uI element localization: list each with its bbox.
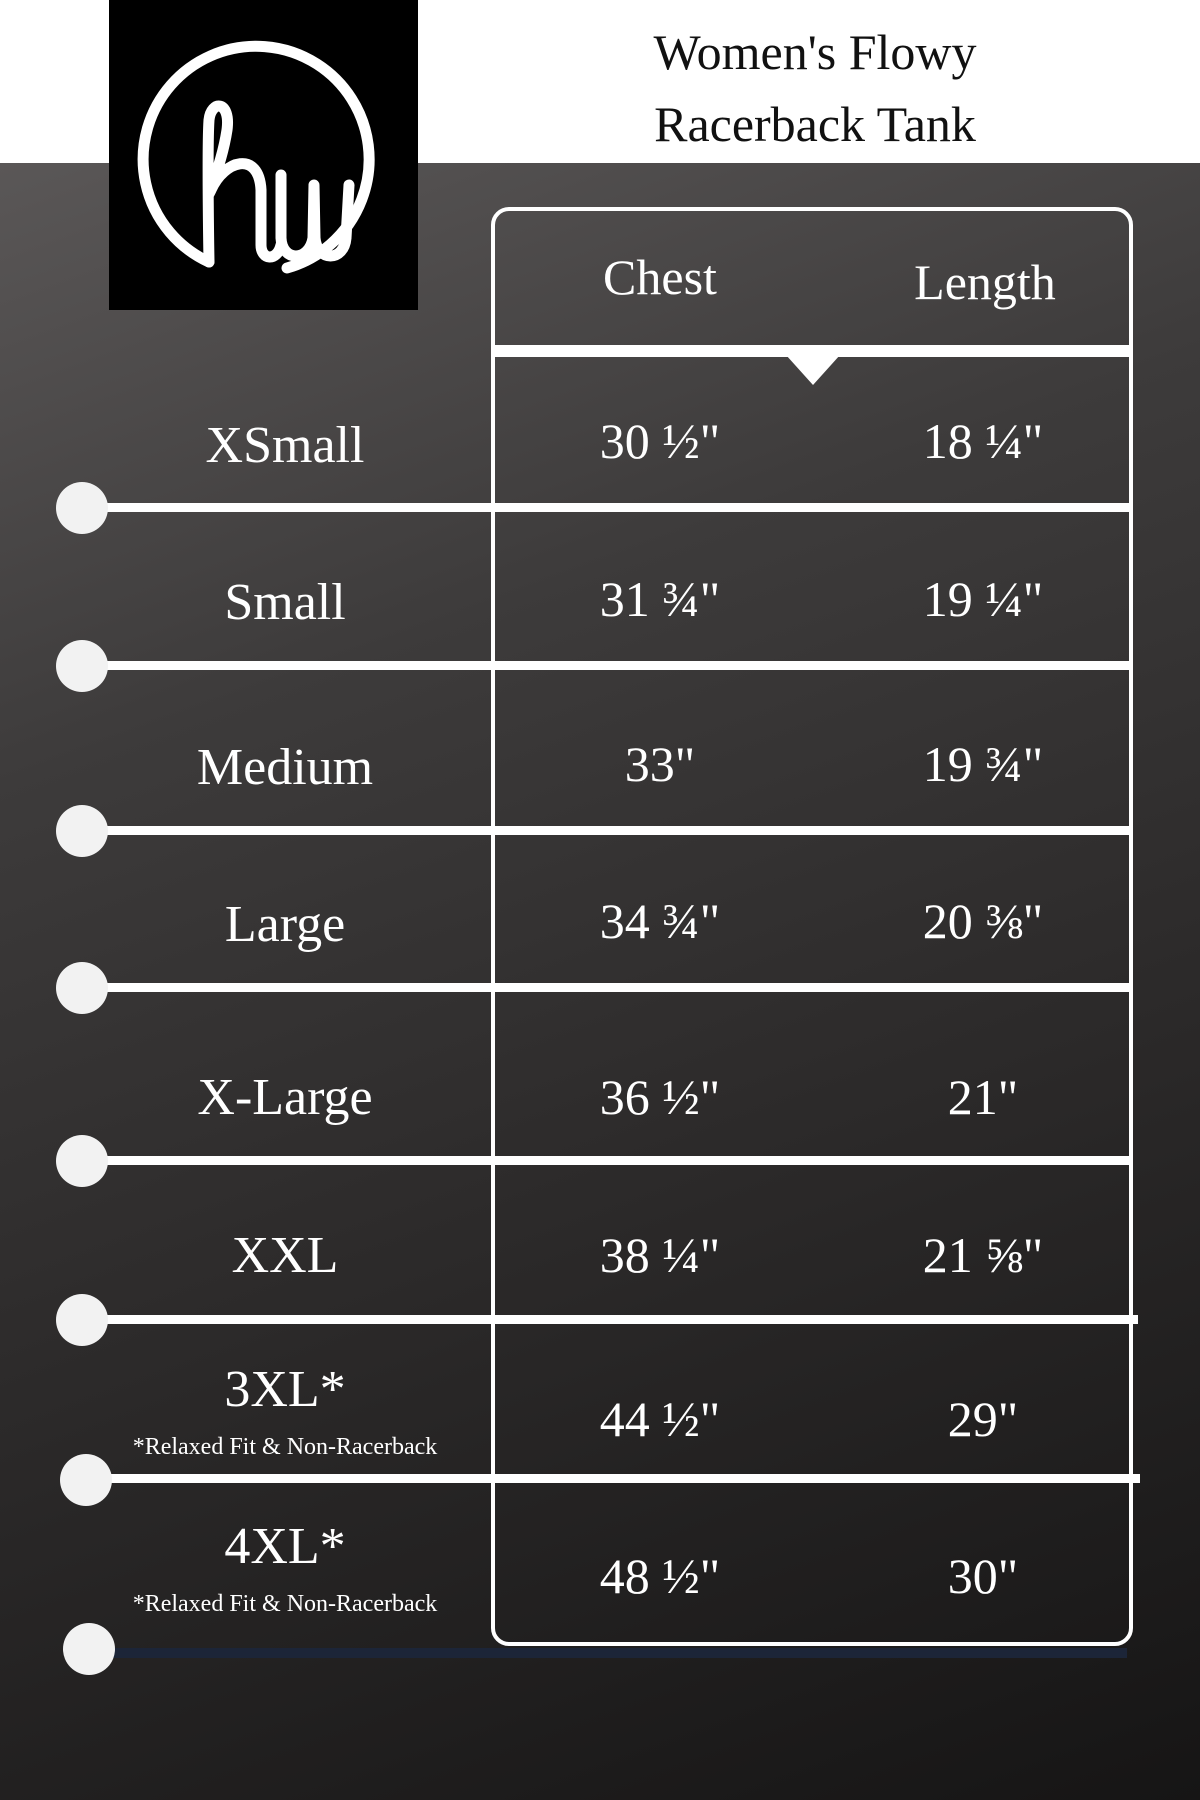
size-label-small: Small: [224, 574, 346, 631]
chest-value: 38 ¼": [599, 1227, 721, 1283]
row-bullet-icon: [56, 962, 108, 1014]
row-divider: [80, 983, 1133, 992]
header-length: Length: [914, 254, 1056, 310]
row-divider: [80, 1315, 1138, 1324]
product-title-line-2: Racerback Tank: [654, 96, 976, 152]
size-label-large: Large: [224, 896, 346, 953]
size-note: *Relaxed Fit & Non-Racerback: [132, 1591, 438, 1617]
chest-value: 36 ½": [599, 1069, 721, 1125]
row-bullet-icon: [56, 1135, 108, 1187]
row-bullet-icon: [56, 1294, 108, 1346]
size-label-xsmall: XSmall: [205, 417, 365, 474]
row-divider: [80, 503, 1133, 512]
header-pointer-icon: [786, 355, 840, 385]
row-divider: [80, 1474, 1140, 1483]
length-value: 19 ¼": [922, 571, 1044, 627]
size-label-3xl: 3XL*: [224, 1361, 346, 1418]
row-bullet-icon: [60, 1454, 112, 1506]
length-value: 20 ⅜": [922, 893, 1044, 949]
length-value: 30": [947, 1548, 1019, 1604]
chest-value: 31 ¾": [599, 571, 721, 627]
size-label-4xl: 4XL*: [224, 1518, 346, 1575]
size-note: *Relaxed Fit & Non-Racerback: [132, 1434, 438, 1460]
length-value: 18 ¼": [922, 413, 1044, 469]
chest-value: 48 ½": [599, 1548, 721, 1604]
chest-value: 30 ½": [599, 413, 721, 469]
size-label-medium: Medium: [196, 739, 374, 796]
length-value: 29": [947, 1391, 1019, 1447]
brand-logo: [109, 0, 418, 310]
length-value: 19 ¾": [922, 736, 1044, 792]
row-bullet-icon: [63, 1623, 115, 1675]
header-chest: Chest: [603, 249, 717, 305]
row-divider: [80, 661, 1133, 670]
row-bullet-icon: [56, 805, 108, 857]
chest-value: 33": [624, 736, 696, 792]
hw-logo-icon: [109, 0, 418, 310]
length-value: 21": [947, 1069, 1019, 1125]
size-label-xxl: XXL: [231, 1227, 339, 1284]
row-bullet-icon: [56, 482, 108, 534]
product-title: [560, 16, 1070, 160]
row-divider: [80, 826, 1133, 835]
chest-value: 44 ½": [599, 1391, 721, 1447]
row-divider: [80, 1156, 1133, 1165]
product-title-line-1: Women's Flowy: [653, 24, 977, 80]
length-value: 21 ⅝": [922, 1227, 1044, 1283]
row-bullet-icon: [56, 640, 108, 692]
chest-value: 34 ¾": [599, 893, 721, 949]
size-label-x-large: X-Large: [197, 1069, 373, 1126]
bottom-divider: [110, 1648, 1127, 1658]
